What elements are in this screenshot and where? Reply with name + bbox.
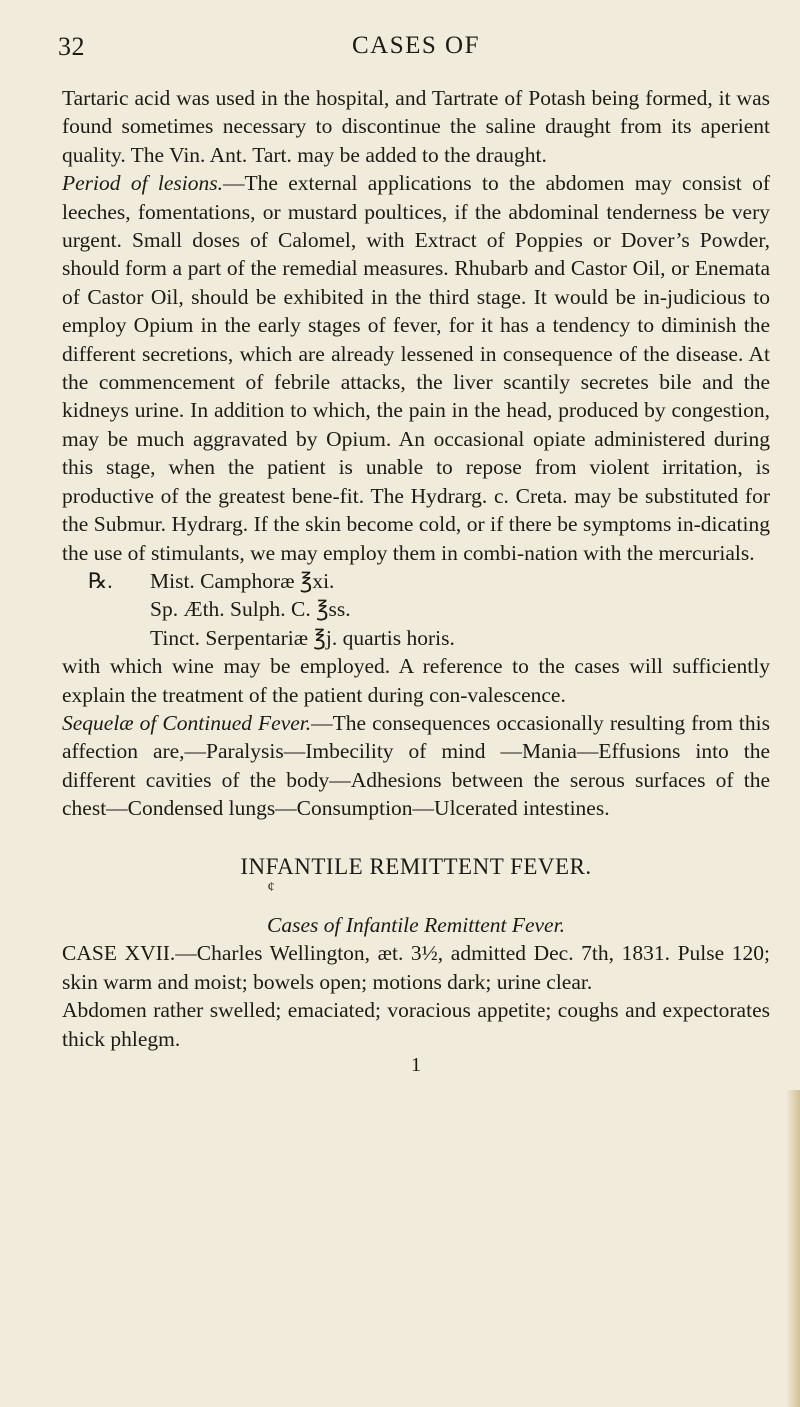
paragraph-period-of-lesions (62, 169, 770, 567)
paragraph-text-period-of-lesions: —The external applications to the abdomen may consist of leeches, fomentations, or mustard poultices, if the abdominal tenderness be very urgent. Small doses of Calomel, with Extract of Poppies or Dover’s Powder, should form a part of the remedial measures. Rhubarb and Castor Oil, or Enemata of Castor Oil, should be exhibited in the third stage. It would be in-judicious to employ Opium in the early stages of fever, for it has a tendency to diminish the different secretions, which are already lessened in consequence of the disease. At the commencement of febrile attacks, the liver scantily secretes bile and the kidneys urine. In addition to which, the pain in the head, produced by congestion, may be much aggravated by Opium. An occasional opiate administered during this stage, when the patient is unable to repose from violent irritation, is productive of the greatest bene-fit. The Hydrarg. c. Creta. may be substituted for the Submur. Hydrarg. If the skin become cold, or if there be symptoms in-dicating the use of stimulants, we may employ them in combi-nation with the mercurials. (62, 171, 771, 565)
paragraph-lead-sequelae: Sequelæ of Continued Fever. (62, 710, 312, 735)
section-subheading: Cases of Infantile Remittent Fever. (267, 912, 565, 937)
section-heading: INFANTILE REMITTENT FEVER. (240, 853, 592, 879)
paragraph-lead-period-of-lesions: Period of lesions. (62, 171, 223, 196)
recipe-symbol: ℞. (88, 568, 113, 593)
paragraph-case-xvii: CASE XVII.—Charles Wellington, æt. 3½, admitted Dec. 7th, 1831. Pulse 120; skin warm and moist; bowels open; motions dark; urine clear. (62, 941, 770, 994)
recipe-text-1: Mist. Camphoræ ℥xi. (150, 568, 335, 593)
paragraph-case-xvii-continued: Abdomen rather swelled; emaciated; voracious appetite; coughs and expectorates thick phlegm. (62, 998, 770, 1051)
paragraph-text-sequelae: —The consequences occasionally resulting from this affection are,—Paralysis—Imbecility of mind —Mania—Effusions into the different cavities of the body—Adhesions between the serous surfaces of the chest—Condensed lungs—Consumption—Ulcerated intestines. (62, 710, 770, 821)
paragraph-tartaric-acid: Tartaric acid was used in the hospital, and Tartrate of Potash being formed, it was found sometimes necessary to discontinue the saline draught from its aperient quality. The Vin. Ant. Tart. may be added to the draught. (62, 86, 770, 167)
recipe-line-2: Sp. Æth. Sulph. C. ℥ss. (150, 597, 351, 622)
page-number: 32 (58, 32, 85, 61)
recipe-line-1 (62, 567, 770, 595)
page (58, 32, 771, 1079)
running-head: CASES OF (351, 32, 480, 59)
body-text (62, 84, 770, 1079)
paragraph-sequelae (62, 709, 770, 823)
signature-mark: 1 (411, 1054, 421, 1076)
page-edge-stain (786, 1090, 800, 1407)
printer-mark: ¢ (267, 879, 275, 895)
page-header (58, 32, 770, 72)
paragraph-wine: with which wine may be employed. A reference to the cases will sufficiently explain the treatment of the patient during con-valescence. (62, 654, 770, 707)
recipe-line-3: Tinct. Serpentariæ ℥j. quartis horis. (150, 625, 455, 650)
